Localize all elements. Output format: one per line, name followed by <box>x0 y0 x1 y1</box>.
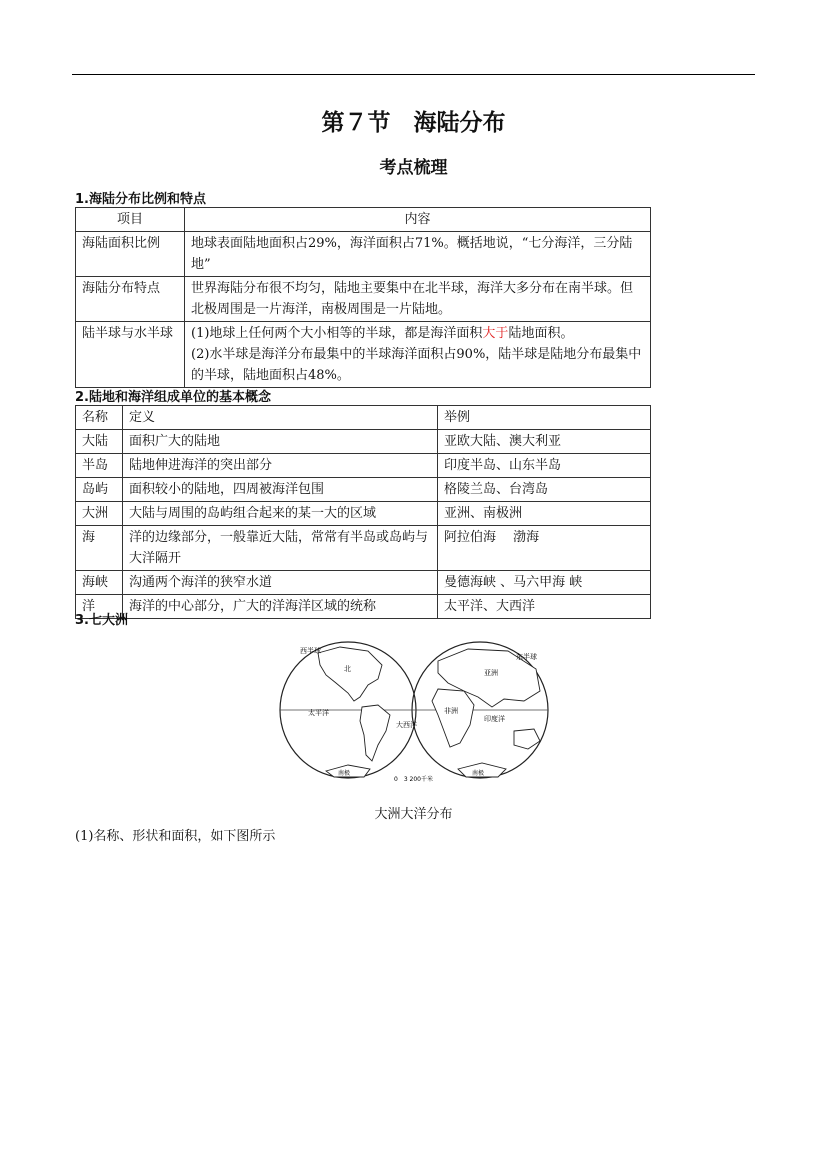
table-row <box>76 526 651 571</box>
map-label-east: 东半球 <box>516 653 537 661</box>
row-name: 海 <box>76 526 123 571</box>
section-2-heading: 2.陆地和海洋组成单位的基本概念 <box>75 390 271 405</box>
header-item: 项目 <box>76 208 185 232</box>
table-row <box>76 277 651 322</box>
map-caption: 大洲大洋分布 <box>374 807 453 822</box>
row-def: 陆地伸进海洋的突出部分 <box>123 454 438 478</box>
map-label-west: 西半球 <box>300 647 321 655</box>
table-row <box>76 430 651 454</box>
row-content: 地球表面陆地面积占29%，海洋面积占71%。概括地说，“七分海洋，三分陆地” <box>185 232 651 277</box>
table-row <box>76 322 651 388</box>
map-label-antarctica-west: 南极 <box>338 770 351 777</box>
land-sea-units-table <box>75 405 651 619</box>
row-item: 海陆分布特点 <box>76 277 185 322</box>
map-scale-label: 0 3 200千米 <box>394 776 433 783</box>
header-example: 举例 <box>438 406 651 430</box>
page-title: 第７节 海陆分布 <box>321 110 506 136</box>
row-def: 面积较小的陆地，四周被海洋包围 <box>123 478 438 502</box>
row-example: 亚洲、南极洲 <box>438 502 651 526</box>
row-item: 海陆面积比例 <box>76 232 185 277</box>
north-america-shape <box>318 647 382 701</box>
row-example: 太平洋、大西洋 <box>438 595 651 619</box>
map-label-africa: 非洲 <box>444 707 458 715</box>
row-example: 曼德海峡 、马六甲海 峡 <box>438 571 651 595</box>
section-3-note: (1)名称、形状和面积，如下图所示 <box>75 829 276 844</box>
content-b: (2)水半球是海洋分布最集中的半球海洋面积占90%，陆半球是陆地分布最集中的半球，陆地面积占48%。 <box>191 347 642 383</box>
header-rule <box>72 74 755 75</box>
row-name: 大陆 <box>76 430 123 454</box>
map-label-asia: 亚洲 <box>484 669 498 677</box>
table-header-row <box>76 406 651 430</box>
row-content <box>185 322 651 388</box>
map-label-indian: 印度洋 <box>484 715 505 723</box>
header-name: 名称 <box>76 406 123 430</box>
content-a-pre: (1)地球上任何两个大小相等的半球，都是海洋面积 <box>191 326 483 341</box>
section-3-heading: 3.七大洲 <box>75 613 128 628</box>
row-name: 岛屿 <box>76 478 123 502</box>
map-label-antarctica-east: 南极 <box>472 770 485 777</box>
header-def: 定义 <box>123 406 438 430</box>
table-row <box>76 571 651 595</box>
south-america-shape <box>360 705 390 761</box>
header-content: 内容 <box>185 208 651 232</box>
row-def: 洋的边缘部分，一般靠近大陆，常常有半岛或岛屿与大洋隔开 <box>123 526 438 571</box>
land-sea-ratio-table <box>75 207 651 388</box>
row-example: 阿拉伯海 渤海 <box>438 526 651 571</box>
africa-shape <box>432 689 474 747</box>
map-label-north: 北 <box>344 665 351 673</box>
row-example: 亚欧大陆、澳大利亚 <box>438 430 651 454</box>
australia-shape <box>514 729 540 749</box>
row-def: 海洋的中心部分，广大的洋海洋区域的统称 <box>123 595 438 619</box>
continents-oceans-map <box>278 635 550 793</box>
table-row <box>76 595 651 619</box>
row-def: 面积广大的陆地 <box>123 430 438 454</box>
map-label-atlantic: 大西洋 <box>396 721 417 729</box>
row-item: 陆半球与水半球 <box>76 322 185 388</box>
row-name: 半岛 <box>76 454 123 478</box>
content-a-post: 陆地面积。 <box>508 326 574 341</box>
table-row <box>76 454 651 478</box>
content-a-highlight: 大于 <box>482 326 509 341</box>
table-row <box>76 478 651 502</box>
row-example: 印度半岛、山东半岛 <box>438 454 651 478</box>
row-def: 沟通两个海洋的狭窄水道 <box>123 571 438 595</box>
row-example: 格陵兰岛、台湾岛 <box>438 478 651 502</box>
page-subtitle: 考点梳理 <box>379 158 448 178</box>
table-header-row <box>76 208 651 232</box>
row-name: 海峡 <box>76 571 123 595</box>
world-hemispheres-image <box>278 635 550 793</box>
row-content: 世界海陆分布很不均匀，陆地主要集中在北半球，海洋大多分布在南半球。但北极周围是一片海洋，南极周围是一片陆地。 <box>185 277 651 322</box>
row-name: 大洲 <box>76 502 123 526</box>
table-row <box>76 502 651 526</box>
row-def: 大陆与周围的岛屿组合起来的某一大的区域 <box>123 502 438 526</box>
map-label-pacific: 太平洋 <box>308 709 329 717</box>
section-1-heading: 1.海陆分布比例和特点 <box>75 192 206 207</box>
table-row <box>76 232 651 277</box>
row-name: 洋 <box>76 595 123 619</box>
